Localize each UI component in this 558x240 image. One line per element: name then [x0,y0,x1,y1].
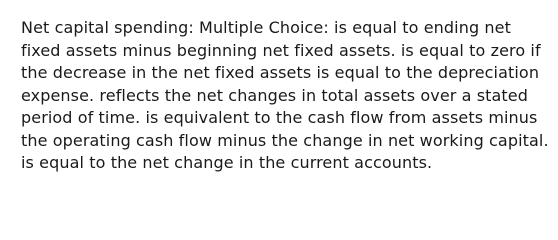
question-text [21,17,549,175]
text-line: fixed assets minus beginning net fixed assets. is equal to zero if [21,40,541,60]
text-line: the operating cash flow minus the change in net working capital. [21,130,549,150]
text-line: Net capital spending: Multiple Choice: is equal to ending net [21,18,511,37]
text-line: period of time. is equivalent to the cash flow from assets minus [21,108,538,127]
text-line: the decrease in the net fixed assets is equal to the depreciation [21,63,540,82]
text-line: is equal to the net change in the current accounts. [21,153,433,172]
text-line: expense. reflects the net changes in total assets over a stated [21,85,529,105]
